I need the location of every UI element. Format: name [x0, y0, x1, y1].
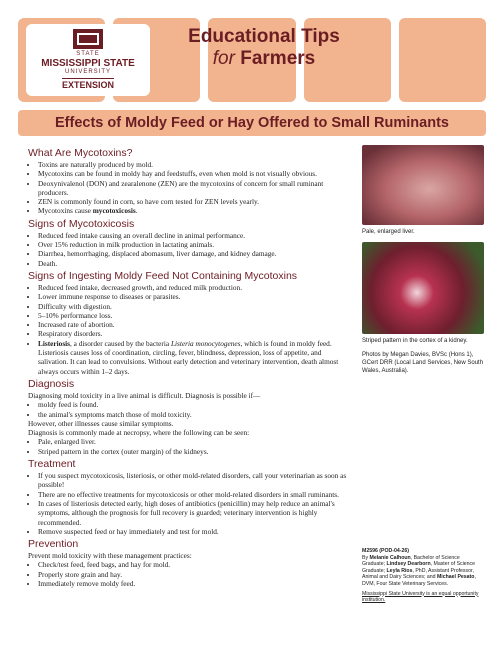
series-title-line2 — [174, 48, 354, 70]
series-title-line1: Educational Tips — [188, 26, 340, 47]
list-item: • 5–10% performance loss. — [38, 311, 353, 320]
author-role: , PhD, Assistant Professor, Animal and Dairy Sciences; and — [362, 567, 474, 581]
heading-diagnosis: Diagnosis — [28, 377, 75, 390]
msu-extension-logo — [26, 24, 150, 96]
document-title: Effects of Moldy Feed or Hay Offered to Small Ruminants — [18, 110, 486, 136]
photo-credit: Photos by Megan Davies, BVSc (Hons 1), GCert DRR (Local Land Services, New South Wales, Australia). — [362, 352, 484, 374]
list-item: • Immediately remove moldy feed. — [38, 579, 353, 588]
diagnosis-intro: Diagnosing mold toxicity in a live animal is difficult. Diagnosis is possible if— — [28, 390, 261, 400]
diagnosis-however: However, other illnesses cause similar symptoms. — [28, 418, 174, 428]
list-item: • Over 15% reduction in milk production in lactating animals. — [38, 240, 353, 249]
list-item-listeriosis — [38, 339, 353, 376]
publication-footer — [362, 548, 484, 604]
list-item: • Striped pattern in the cortex (outer margin) of the kidneys. — [38, 447, 353, 456]
diagnosis-conditions-list — [28, 400, 353, 419]
signs-non-mycotoxin-list — [28, 283, 353, 376]
author-name: Michael Pesato — [436, 574, 475, 581]
list-item-text: Mycotoxins cause — [38, 206, 93, 216]
necropsy-findings-list — [28, 437, 353, 456]
list-item: • ZEN is commonly found in corn, so have corn tested for ZEN levels yearly. — [38, 197, 353, 206]
heading-signs-non-mycotoxin: Signs of Ingesting Moldy Feed Not Containing Mycotoxins — [28, 269, 298, 282]
term-mycotoxicosis: mycotoxicosis — [92, 206, 136, 216]
heading-what-are-mycotoxins: What Are Mycotoxins? — [28, 147, 133, 159]
main-column — [28, 145, 353, 588]
caption-liver: Pale, enlarged liver. — [362, 229, 415, 235]
logo-university-name: MISSISSIPPI STATE — [41, 58, 135, 69]
listeriosis-text-b: , which is found in moldy feed. Listeriosis causes loss of coordination, circling, fever, blindness, depression, loss of appetite, and salivation. It can lead to convulsions. Without early detection and veterinary intervention, death almost always occurs within 1–2 days. — [38, 338, 339, 376]
list-item: • Remove suspected feed or hay immediately and test for mold. — [38, 527, 353, 536]
listeria-species: Listeria monocytogenes — [170, 338, 241, 348]
author-name: Lindsey Dearborn — [386, 561, 431, 568]
prevention-list — [28, 560, 353, 588]
kidney-photo — [362, 242, 484, 334]
list-item: • If you suspect mycotoxicosis, listeriosis, or other mold-related disorders, call your veterinarian as soon as possible! — [38, 471, 353, 490]
list-item — [38, 206, 353, 215]
series-title — [174, 26, 354, 70]
header-overlay — [18, 18, 486, 102]
msu-logo-icon — [73, 29, 103, 49]
series-title-farmers: Farmers — [240, 48, 316, 69]
prevention-intro: Prevent mold toxicity with these management practices: — [28, 551, 192, 561]
series-title-for: for — [212, 48, 235, 69]
list-item: • Check/test feed, feed bags, and hay for mold. — [38, 560, 353, 569]
list-item: • In cases of listeriosis detected early, high doses of antibiotics (penicillin) may help reduce an animal's symptoms, although the prognosis for full recovery is guarded; veterinary intervention is highly recommended. — [38, 499, 353, 527]
logo-university: UNIVERSITY — [64, 69, 111, 75]
sidebar — [362, 145, 484, 381]
signs-mycotoxicosis-list — [28, 231, 353, 268]
eeo-statement-link[interactable]: Mississippi State University is an equal opportunity institution. — [362, 590, 479, 604]
author-role: , DVM, Four State Veterinary Services. — [362, 574, 476, 587]
mycotoxins-list — [28, 160, 353, 216]
listeriosis-text-a: , a disorder caused by the bacteria — [70, 338, 171, 348]
list-item: • There are no effective treatments for mycotoxicosis or other mold-related disorders in small ruminants. — [38, 490, 353, 499]
list-item: • Lower immune response to diseases or parasites. — [38, 292, 353, 301]
list-item: • Mycotoxins can be found in moldy hay and feedstuffs, even when mold is not visually obvious. — [38, 169, 353, 178]
list-item: • Deoxynivalenol (DON) and zearalenone (ZEN) are the mycotoxins of concern for small ruminant producers. — [38, 179, 353, 198]
heading-signs-of-mycotoxicosis: Signs of Mycotoxicosis — [28, 217, 135, 230]
heading-prevention: Prevention — [28, 538, 79, 551]
author-name: Leyla Rios — [386, 567, 413, 574]
list-item: • Reduced feed intake causing an overall decline in animal performance. — [38, 231, 353, 240]
list-item: • Increased rate of abortion. — [38, 320, 353, 329]
list-item: • Diarrhea, hemorrhaging, displaced abomasum, liver damage, and kidney damage. — [38, 249, 353, 258]
list-item: • Death. — [38, 259, 353, 268]
logo-state: STATE — [76, 51, 100, 57]
by-label: By — [362, 554, 370, 561]
list-item: • the animal's symptoms match those of mold toxicity. — [38, 410, 353, 419]
list-item: • Difficulty with digestion. — [38, 302, 353, 311]
author-name: Melanie Calhoun — [369, 554, 411, 561]
author-role: , Bachelor of Science Graduate; — [362, 554, 460, 568]
list-item: • moldy feed is found. — [38, 400, 353, 409]
author-role: , Master of Science Graduate; — [362, 561, 476, 574]
list-item: • Reduced feed intake, decreased growth, and reduced milk production. — [38, 283, 353, 292]
diagnosis-necropsy: Diagnosis is commonly made at necropsy, where the following can be seen: — [28, 428, 250, 438]
logo-extension: EXTENSION — [61, 80, 114, 90]
heading-treatment: Treatment — [28, 458, 76, 471]
list-item: • Toxins are naturally produced by mold. — [38, 160, 353, 169]
list-item: • Properly store grain and hay. — [38, 570, 353, 579]
term-listeriosis: Listeriosis — [38, 338, 71, 348]
caption-kidney: Striped pattern in the cortex of a kidney. — [362, 338, 468, 344]
author-credits — [362, 555, 484, 588]
treatment-list — [28, 471, 353, 536]
liver-photo — [362, 145, 484, 225]
list-item: • Pale, enlarged liver. — [38, 437, 353, 446]
list-item: • Respiratory disorders. — [38, 329, 353, 338]
publication-id: M2596 (POD-04-26) — [362, 548, 409, 554]
list-item-suffix: . — [135, 206, 138, 216]
